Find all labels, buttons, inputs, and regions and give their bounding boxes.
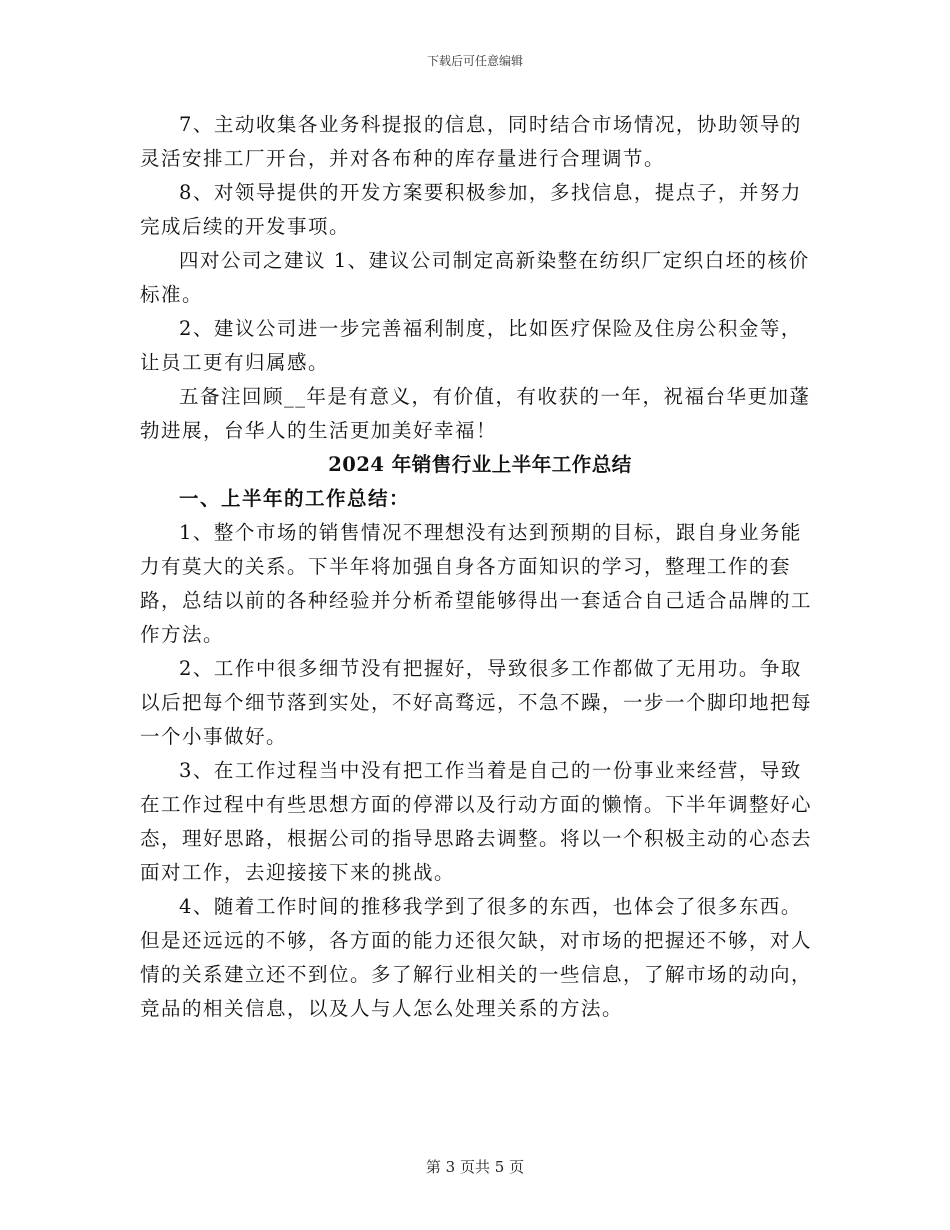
paragraph-item-8: 8、对领导提供的开发方案要积极参加，多找信息，提点子，并努力完成后续的开发事项。 [140, 181, 802, 238]
document-body [140, 108, 820, 1026]
document-title: 2024 年销售行业上半年工作总结 [328, 453, 632, 476]
summary-item-4: 4、随着工作时间的推移我学到了很多的东西，也体会了很多东西。但是还远远的不够，各方面的能力还很欠缺，对市场的把握还不够，对人情的关系建立还不到位。多了解行业相关的一些信息，了解市场的动向，竞品的相关信息，以及人与人怎么处理关系的方法。 [140, 895, 813, 1020]
summary-item-1: 1、整个市场的销售情况不理想没有达到预期的目标，跟自身业务能力有莫大的关系。下半年将加强自身各方面知识的学习，整理工作的套路，总结以前的各种经验并分析希望能够得出一套适合自己适合品牌的工作方法。 [140, 521, 813, 646]
paragraph-remarks: 五备注回顾__年是有意义，有价值，有收获的一年，祝福台华更加蓬勃进展，台华人的生活更加美好幸福！ [140, 385, 811, 442]
header-note: 下载后可任意编辑 [426, 54, 523, 68]
paragraph-item-7: 7、主动收集各业务科提报的信息，同时结合市场情况，协助领导的灵活安排工厂开台，并对各布种的库存量进行合理调节。 [140, 113, 802, 170]
paragraph-suggestion-2: 2、建议公司进一步完善福利制度，比如医疗保险及住房公积金等，让员工更有归属感。 [140, 317, 802, 374]
paragraph-suggestions: 四对公司之建议 1、建议公司制定高新染整在纺织厂定织白坯的核价标准。 [140, 249, 810, 306]
section-heading: 一、上半年的工作总结： [179, 487, 411, 510]
summary-item-3: 3、在工作过程当中没有把工作当着是自己的一份事业来经营，导致在工作过程中有些思想方面的停滞以及行动方面的懒惰。下半年调整好心态，理好思路，根据公司的指导思路去调整。将以一个积极主动的心态去面对工作，去迎接接下来的挑战。 [140, 759, 813, 884]
page-footer: 第 3 页共 5 页 [425, 1158, 525, 1176]
summary-item-2: 2、工作中很多细节没有把握好，导致很多工作都做了无用功。争取以后把每个细节落到实处，不好高骛远，不急不躁，一步一个脚印地把每一个小事做好。 [140, 657, 813, 748]
